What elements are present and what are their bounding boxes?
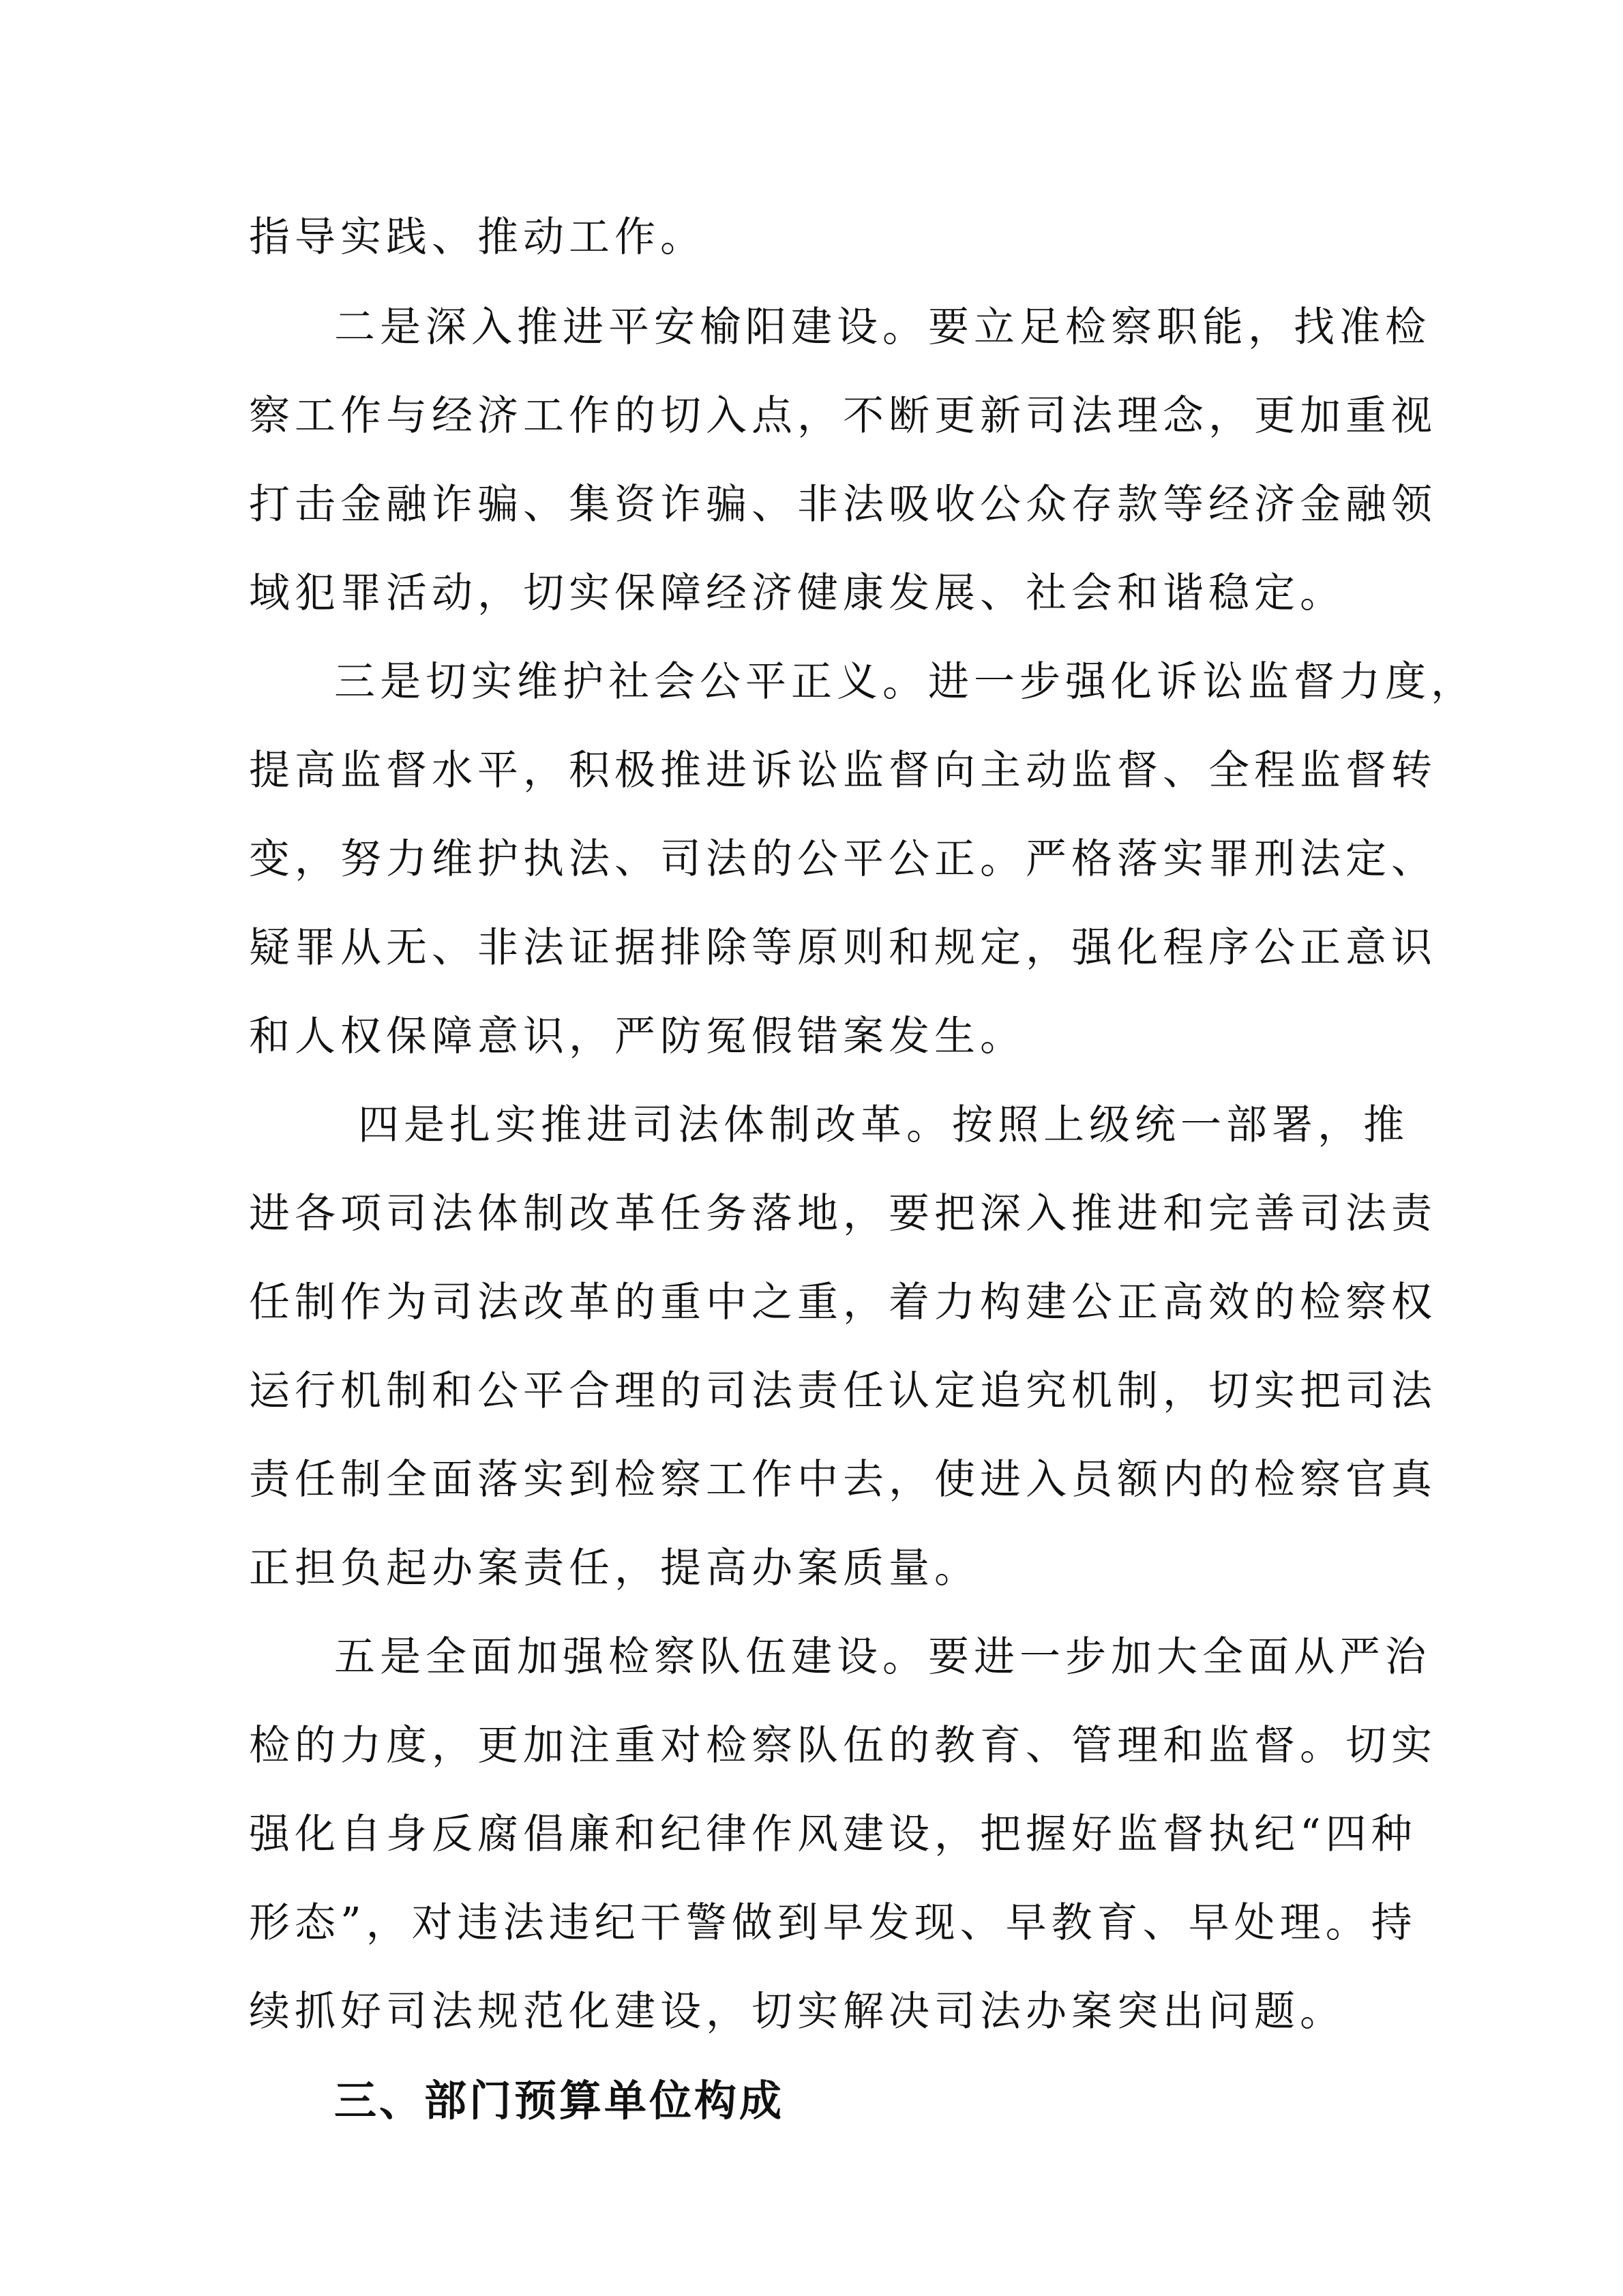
text-line-4: 打击金融诈骗、集资诈骗、非法吸收公众存款等经济金融领	[249, 481, 1437, 528]
text-line-2: 二是深入推进平安榆阳建设。要立足检察职能，找准检	[334, 303, 1431, 351]
text-line-3: 察工作与经济工作的切入点，不断更新司法理念，更加重视	[249, 392, 1437, 440]
text-line-10: 和人权保障意识，严防冤假错案发生。	[249, 1013, 1026, 1060]
text-line-15: 责任制全面落实到检察工作中去，使进入员额内的检察官真	[249, 1456, 1437, 1504]
text-line-14: 运行机制和公平合理的司法责任认定追究机制，切实把司法	[249, 1367, 1437, 1415]
text-line-17: 五是全面加强检察队伍建设。要进一步加大全面从严治	[334, 1633, 1431, 1681]
text-line-5: 域犯罪活动，切实保障经济健康发展、社会和谐稳定。	[249, 569, 1345, 617]
text-line-7: 提高监督水平，积极推进诉讼监督向主动监督、全程监督转	[249, 747, 1437, 794]
text-line-11: 四是扎实推进司法体制改革。按照上级统一部署，推	[358, 1101, 1409, 1149]
text-line-18: 检的力度，更加注重对检察队伍的教育、管理和监督。切实	[249, 1722, 1437, 1770]
text-line-8: 变，努力维护执法、司法的公平公正。严格落实罪刑法定、	[249, 835, 1437, 883]
text-line-16: 正担负起办案责任，提高办案质量。	[249, 1545, 980, 1592]
text-line-13: 任制作为司法改革的重中之重，着力构建公正高效的检察权	[249, 1279, 1437, 1326]
section-heading: 三、部门预算单位构成	[334, 2076, 785, 2126]
text-line-19: 强化自身反腐倡廉和纪律作风建设，把握好监督执纪“四种	[249, 1810, 1417, 1858]
text-line-12: 进各项司法体制改革任务落地，要把深入推进和完善司法责	[249, 1190, 1437, 1238]
text-line-20: 形态”，对违法违纪干警做到早发现、早教育、早处理。持	[249, 1899, 1417, 1947]
text-line-6: 三是切实维护社会公平正义。进一步强化诉讼监督力度，	[334, 658, 1476, 706]
text-line-1: 指导实践、推动工作。	[249, 213, 706, 261]
text-line-21: 续抓好司法规范化建设，切实解决司法办案突出问题。	[249, 1988, 1345, 2036]
text-line-9: 疑罪从无、非法证据排除等原则和规定，强化程序公正意识	[249, 924, 1437, 972]
